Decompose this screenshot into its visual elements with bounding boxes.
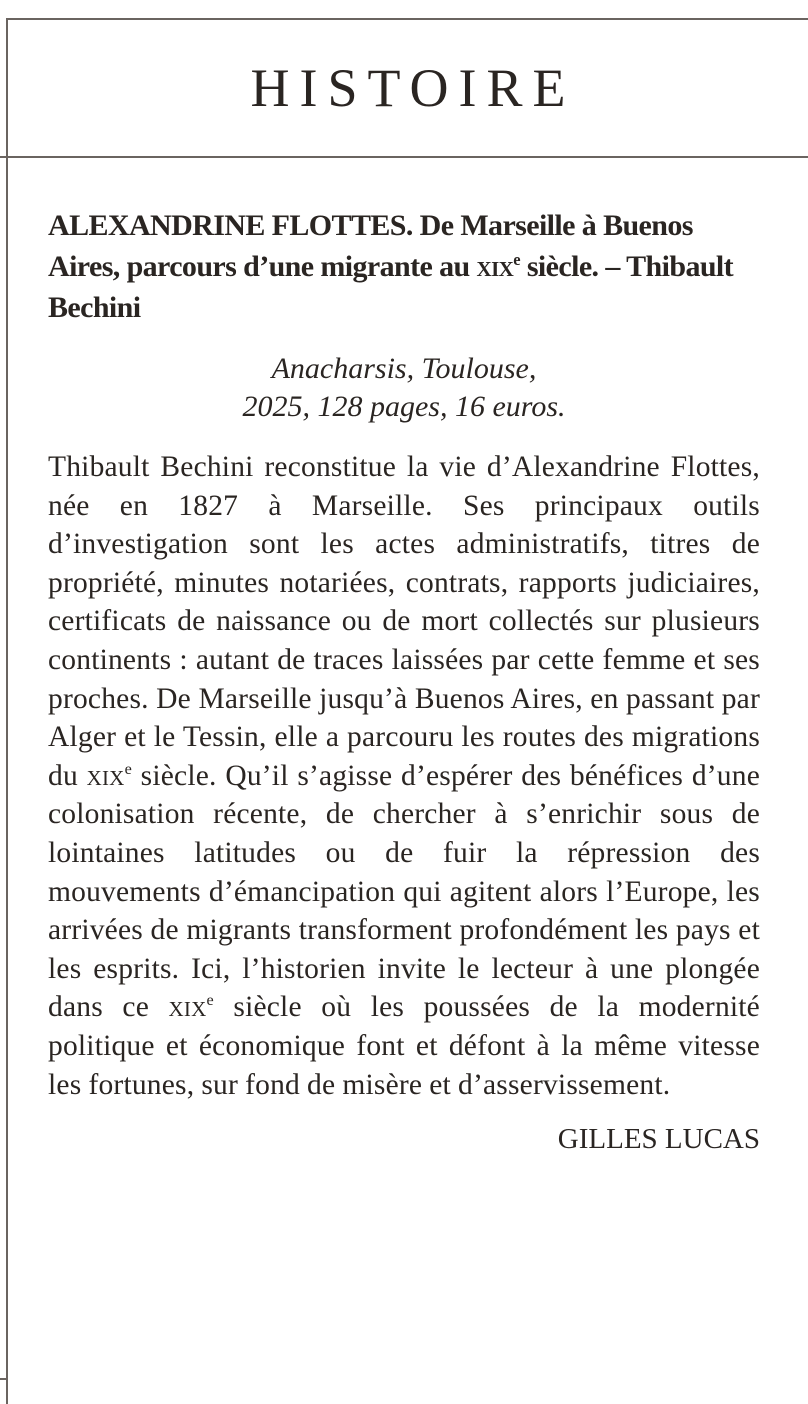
publisher-line-2: 2025, 128 pages, 16 euros. — [242, 390, 566, 423]
section-header — [8, 20, 808, 158]
body-part-2: siècle. Qu’il s’agisse d’espérer des bénéfices d’une colonisation récente, de chercher à s’enrichir sous de lointaines latitudes ou de fuir la répression des mouvements d’émancipation qui agitent alors l’Europe, les arrivées de migrants transforment profondément les pays et les esprits. Ici, l’historien invite le lecteur à une plongée dans ce — [48, 759, 760, 1024]
book-review — [48, 205, 760, 1158]
century-superscript: e — [513, 250, 520, 269]
century-numeral: xix — [168, 991, 207, 1024]
title-separator: – — [598, 250, 627, 283]
book-author: Thibault Bechini — [48, 250, 734, 324]
book-title-rest: siècle. — [519, 250, 599, 283]
century-numeral: xix — [86, 759, 125, 792]
margin-tick — [0, 156, 8, 158]
body-part-3: siècle où les poussées de la modernité politique et économique font et défont à la même vitesse les fortunes, sur fond de misère et d’asservissement. — [48, 991, 760, 1101]
publisher-line-1: Anacharsis, Toulouse, — [271, 352, 537, 385]
review-body — [48, 448, 760, 1104]
book-title-main: ALEXANDRINE FLOTTES. De Marseille à Buenos Aires, parcours d’une migrante au — [48, 209, 693, 283]
body-part-1: Thibault Bechini reconstitue la vie d’Alexandrine Flottes, née en 1827 à Marseille. Ses principaux outils d’investigation sont les actes administratifs, titres de propriété, minutes notariées, contrats, rapports judiciaires, certificats de naissance ou de mort collectés sur plusieurs continents : autant de traces laissées par cette femme et ses proches. De Marseille jusqu’à Buenos Aires, en passant par Alger et le Tessin, elle a parcouru les routes des migrations du — [48, 451, 760, 792]
book-title — [48, 205, 760, 328]
century-superscript: e — [124, 759, 132, 778]
publisher-info — [48, 350, 760, 426]
margin-tick — [0, 1378, 8, 1380]
century-superscript: e — [206, 991, 214, 1010]
review-signature: GILLES LUCAS — [557, 1123, 760, 1156]
century-numeral: xix — [476, 250, 514, 283]
frame-left-rule — [6, 18, 8, 1404]
section-title: HISTOIRE — [250, 58, 576, 118]
